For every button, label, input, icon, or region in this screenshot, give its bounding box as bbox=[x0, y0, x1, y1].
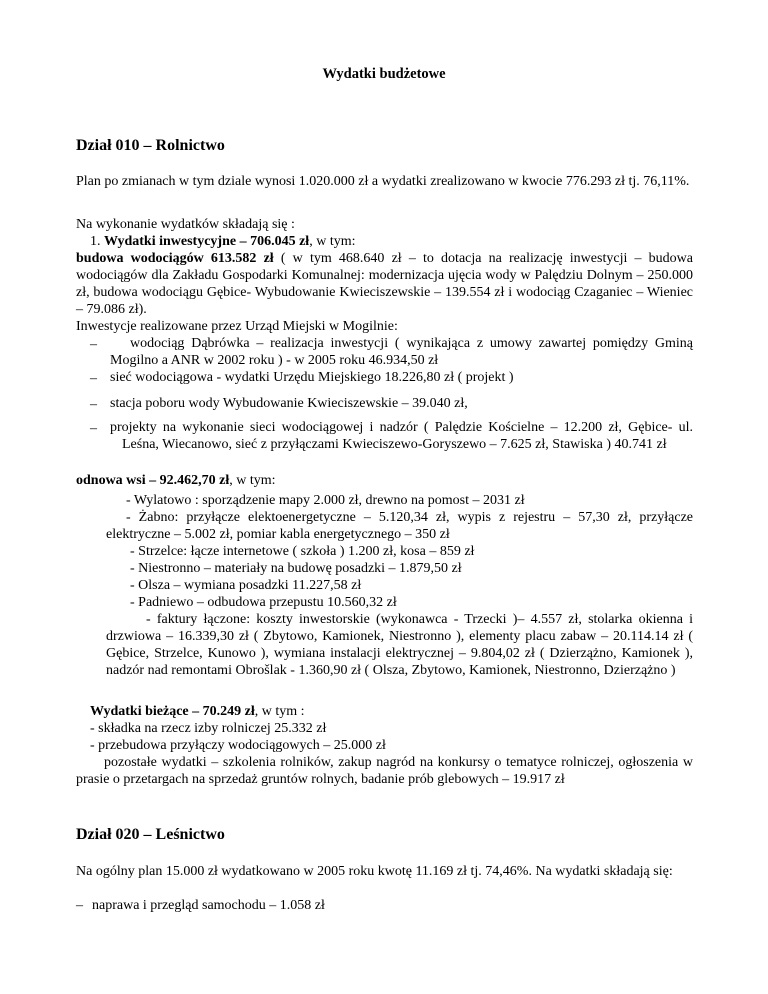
waterworks-text: ( w tym 468.640 zł – to dotacja na realizację inwestycji – budowa wodociągów dla Zakładu Gospodarki Komunalnej: modernizacja ujęcia wody w Palędziu Dolnym – 250.000 zł, budowa wodociągu Gębice- Wybudowanie Kwieciszewskie – 139.554 zł i wodociąg Czaganiec – Wieniec – 79.086 zł). bbox=[76, 251, 693, 317]
renewal-item: - Niestronno – materiały na budowę posadzki – 1.879,50 zł bbox=[130, 561, 462, 576]
renewal-item: - Strzelce: łącze internetowe ( szkoła ) 1.200 zł, kosa – 859 zł bbox=[130, 544, 475, 559]
investment-expenses-line bbox=[90, 233, 355, 250]
village-renewal-heading: odnowa wsi – 92.462,70 zł bbox=[76, 473, 230, 488]
bullet-item: sieć wodociągowa - wydatki Urzędu Miejskiego 18.226,80 zł ( projekt ) bbox=[110, 370, 514, 385]
dash-marker: – bbox=[90, 397, 97, 412]
forestry-item: naprawa i przegląd samochodu – 1.058 zł bbox=[92, 898, 325, 913]
waterworks-paragraph bbox=[76, 250, 693, 318]
dash-marker: – bbox=[90, 421, 97, 436]
document-title: Wydatki budżetowe bbox=[322, 66, 446, 82]
bullet-item: projekty na wykonanie sieci wodociągowej i nadzór ( Palędzie Kościelne – 12.200 zł, Gębice- ul. Leśna, Wiecanowo, sieć z przyłączami Kwieciszewo-Goryszewo – 7.625 zł, Stawiska ) 40.741 zł bbox=[110, 420, 693, 452]
section-heading-010: Dział 010 – Rolnictwo bbox=[76, 137, 225, 154]
expenses-lead: Na wykonanie wydatków składają się : bbox=[76, 217, 295, 232]
section-010-intro: Plan po zmianach w tym dziale wynosi 1.020.000 zł a wydatki zrealizowano w kwocie 776.293 zł tj. 76,11%. bbox=[76, 174, 690, 189]
dash-marker: – bbox=[76, 898, 83, 913]
renewal-item: - Padniewo – odbudowa przepustu 10.560,32 zł bbox=[130, 595, 397, 610]
section-heading-020: Dział 020 – Leśnictwo bbox=[76, 826, 225, 843]
bullet-item: stacja poboru wody Wybudowanie Kwieciszewskie – 39.040 zł, bbox=[110, 396, 468, 411]
section-020-intro: Na ogólny plan 15.000 zł wydatkowano w 2005 roku kwotę 11.169 zł tj. 74,46%. Na wydatki składają się: bbox=[76, 864, 673, 879]
other-expenses: pozostałe wydatki – szkolenia rolników, zakup nagród na konkursy o tematyce rolniczej, ogłoszenia w prasie o przetargach na sprzedaż gruntów rolnych, badanie prób glebowych – 19.917 zł bbox=[76, 755, 693, 787]
current-expenses-heading: Wydatki bieżące – 70.249 zł bbox=[90, 704, 255, 719]
bullet-item: wodociąg Dąbrówka – realizacja inwestycji ( wynikająca z umowy zawartej pomiędzy Gminą Mogilno a ANR w 2002 roku ) - w 2005 roku 46.934,50 zł bbox=[110, 336, 693, 368]
waterworks-heading: budowa wodociągów 613.582 zł bbox=[76, 251, 274, 266]
village-renewal-line bbox=[76, 472, 276, 489]
dash-marker: – bbox=[90, 371, 97, 386]
current-expenses-tail: , w tym : bbox=[254, 704, 305, 719]
renewal-item: - Wylatowo : sporządzenie mapy 2.000 zł, drewno na pomost – 2031 zł bbox=[126, 493, 525, 508]
investment-number: 1. bbox=[90, 234, 104, 249]
dash-marker: – bbox=[90, 337, 97, 352]
investments-office-line: Inwestycje realizowane przez Urząd Miejski w Mogilnie: bbox=[76, 319, 398, 334]
renewal-item: - faktury łączone: koszty inwestorskie (wykonawca - Trzecki )– 4.557 zł, stolarka okienna i drzwiowa – 16.339,30 zł ( Zbytowo, Kamionek, Niestronno ), elementy placu zabaw – 20.114.14 zł ( Gębice, Strzelce, Kunowo ), wymiana instalacji elektrycznej – 9.804,02 zł ( Dzierzążno, Kamionek ), nadzór nad remontami Obrošlak - 1.360,90 zł ( Olsza, Zbytowo, Kamionek, Niestronno, Dzierzążno ) bbox=[106, 612, 693, 678]
current-expense-item: - składka na rzecz izby rolniczej 25.332 zł bbox=[90, 721, 327, 736]
current-expense-item: - przebudowa przyłączy wodociągowych – 25.000 zł bbox=[90, 738, 386, 753]
renewal-item: - Żabno: przyłącze elektoenergetyczne – 5.120,34 zł, wypis z rejestru – 57,30 zł, przyłącze elektryczne – 5.002 zł, pomiar kabla energetycznego – 350 zł bbox=[106, 510, 693, 542]
current-expenses-line bbox=[90, 703, 305, 720]
investment-expenses-heading: Wydatki inwestycyjne – 706.045 zł bbox=[104, 234, 310, 249]
investment-expenses-tail: , w tym: bbox=[309, 234, 356, 249]
village-renewal-tail: , w tym: bbox=[229, 473, 276, 488]
renewal-item: - Olsza – wymiana posadzki 11.227,58 zł bbox=[130, 578, 362, 593]
